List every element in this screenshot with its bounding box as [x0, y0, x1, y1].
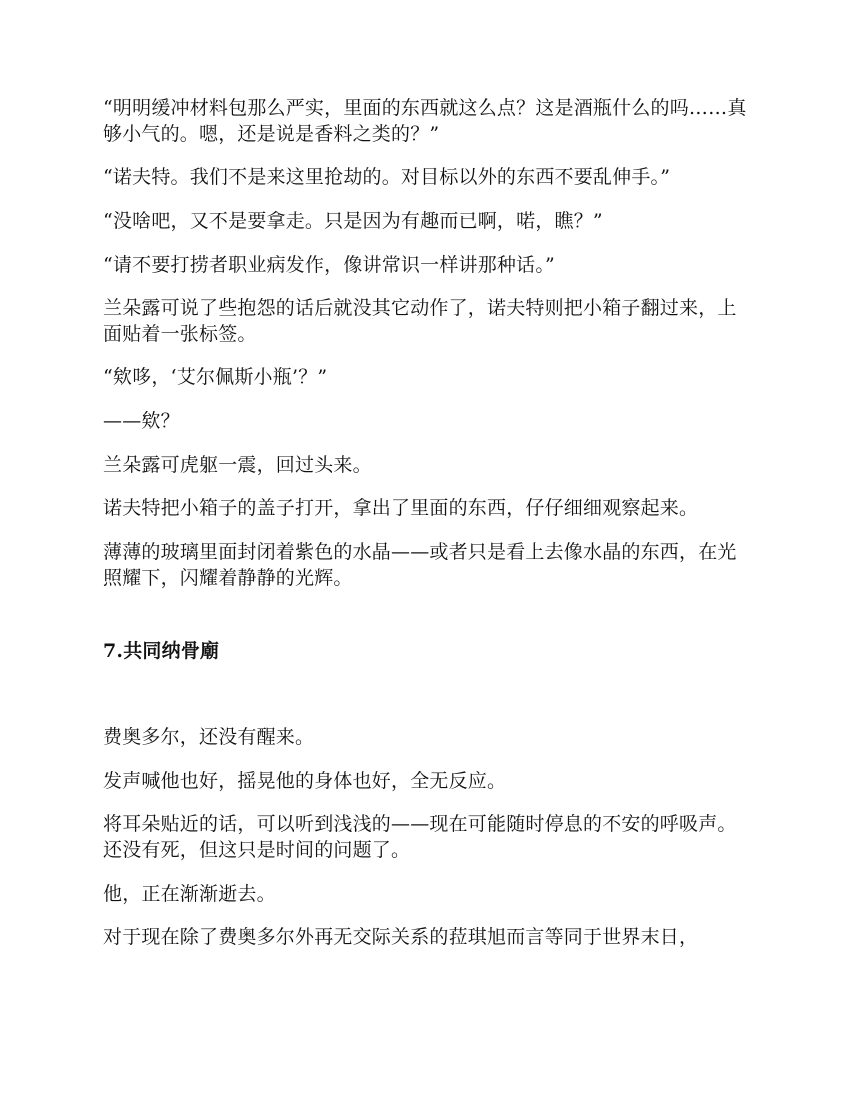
- paragraph: “诺夫特。我们不是来这里抢劫的。对目标以外的东西不要乱伸手。”: [103, 166, 671, 189]
- paragraph: “请不要打捞者职业病发作，像讲常识一样讲那种话。”: [103, 253, 555, 276]
- paragraph: “欸哆，‘艾尔佩斯小瓶’？”: [103, 366, 328, 389]
- paragraph: 兰朵露可说了些抱怨的话后就没其它动作了，诺夫特则把小箱子翻过来，上面贴着一张标签。: [103, 297, 737, 345]
- paragraph: 薄薄的玻璃里面封闭着紫色的水晶——或者只是看上去像水晶的东西，在光照耀下，闪耀着静静的光辉。: [103, 541, 737, 589]
- chapter-title: 7.共同纳骨廟: [103, 640, 220, 663]
- paragraph: 他，正在渐渐逝去。: [103, 882, 276, 905]
- paragraph: 发声喊他也好，摇晃他的身体也好，全无反应。: [103, 769, 507, 792]
- paragraph: “没啥吧，又不是要拿走。只是因为有趣而已啊，喏，瞧？”: [103, 209, 603, 232]
- paragraph: 将耳朵贴近的话，可以听到浅浅的——现在可能随时停息的不安的呼吸声。还没有死，但这只是时间的问题了。: [103, 813, 737, 861]
- paragraph: “明明缓冲材料包那么严实，里面的东西就这么点？这是酒瓶什么的吗……真够小气的。嗯，还是说是香料之类的？”: [103, 97, 747, 145]
- paragraph: ——欸？: [103, 410, 180, 433]
- paragraph: 兰朵露可虎躯一震，回过头来。: [103, 453, 372, 476]
- paragraph: 费奥多尔，还没有醒来。: [103, 725, 315, 748]
- paragraph: 诺夫特把小箱子的盖子打开，拿出了里面的东西，仔仔细细观察起来。: [103, 497, 699, 520]
- paragraph: 对于现在除了费奥多尔外再无交际关系的菈琪旭而言等同于世界末日，: [103, 926, 699, 949]
- document-body: [103, 96, 753, 969]
